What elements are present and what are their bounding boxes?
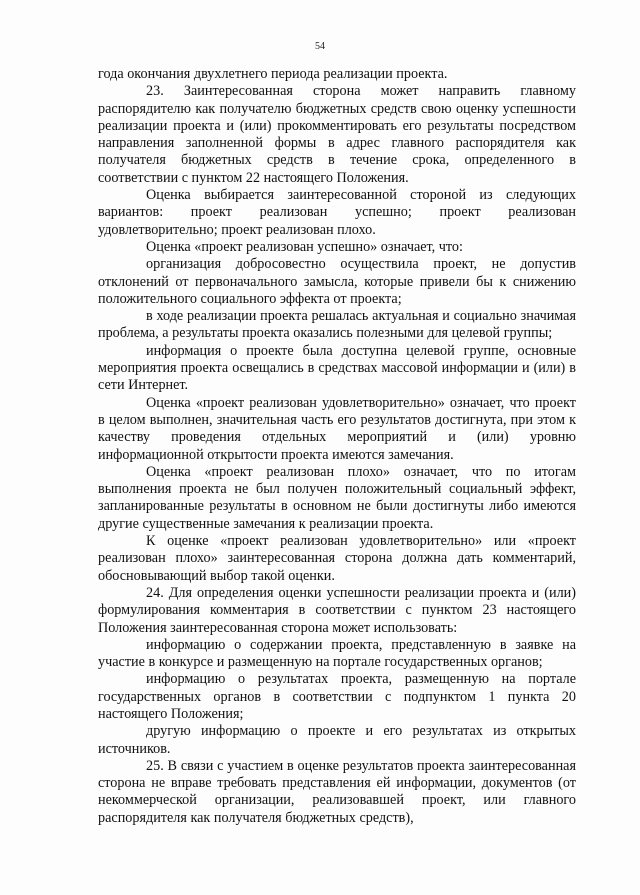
paragraph: другую информацию о проекте и его результатах из открытых источников. (98, 723, 576, 757)
paragraph: в ходе реализации проекта решалась актуальная и социально значимая проблема, а результаты проекта оказались полезными для целевой группы; (98, 308, 576, 342)
paragraph: Оценка «проект реализован успешно» означает, что: (146, 238, 463, 255)
paragraph: организация добросовестно осуществила проект, не допустив отклонений от первоначального замысла, которые привели бы к снижению положительного социального эффекта от проекта; (98, 256, 576, 307)
paragraph: К оценке «проект реализован удовлетворительно» или «проект реализован плохо» заинтересованная сторона должна дать комментарий, обосновывающий выбор такой оценки. (98, 533, 576, 584)
paragraph: информацию о результатах проекта, размещенную на портале государственных органов в соответствии с подпунктом 1 пункта 20 настоящего Положения; (98, 671, 576, 722)
paragraph: 24. Для определения оценки успешности реализации проекта и (или) формулирования комментария в соответствии с пунктом 23 настоящего Положения заинтересованная сторона может использовать: (98, 584, 576, 636)
paragraph: информацию о содержании проекта, представленную в заявке на участие в конкурсе и размещенную на портале государственных органов; (98, 636, 576, 671)
document-body (98, 66, 576, 827)
paragraph: информация о проекте была доступна целевой группе, основные мероприятия проекта освещались в средствах массовой информации и (или) в сети Интернет. (98, 342, 576, 394)
paragraph: Оценка выбирается заинтересованной стороной из следующих вариантов: проект реализован успешно; проект реализован удовлетворительно; проект реализован плохо. (98, 187, 576, 238)
paragraph: года окончания двухлетнего периода реализации проекта. (98, 66, 448, 82)
page-number: 54 (315, 41, 325, 52)
paragraph: Оценка «проект реализован удовлетворительно» означает, что проект в целом выполнен, значительная часть его результатов достигнута, при этом к качеству проведения отдельных мероприятий и (или) уровню информационной открытости проекта имеются замечания. (98, 394, 576, 463)
paragraph: 23. Заинтересованная сторона может направить главному распорядителю как получателю бюджетных средств свою оценку успешности реализации проекта и (или) прокомментировать его результаты посредством направления заполненной формы в адрес главного распорядителя как получателя бюджетных средств в течение срока, определенного в соответствии с пунктом 22 настоящего Положения. (98, 83, 576, 186)
paragraph: 25. В связи с участием в оценке результатов проекта заинтересованная сторона не вправе требовать представления ей информации, документов (от некоммерческой организации, реализовавшей проект, или главного распорядителя как получателя бюджетных средств), (98, 757, 576, 826)
paragraph: Оценка «проект реализован плохо» означает, что по итогам выполнения проекта не был получен положительный социальный эффект, запланированные результаты в основном не были достигнуты либо имеются другие существенные замечания к реализации проекта. (98, 463, 576, 532)
